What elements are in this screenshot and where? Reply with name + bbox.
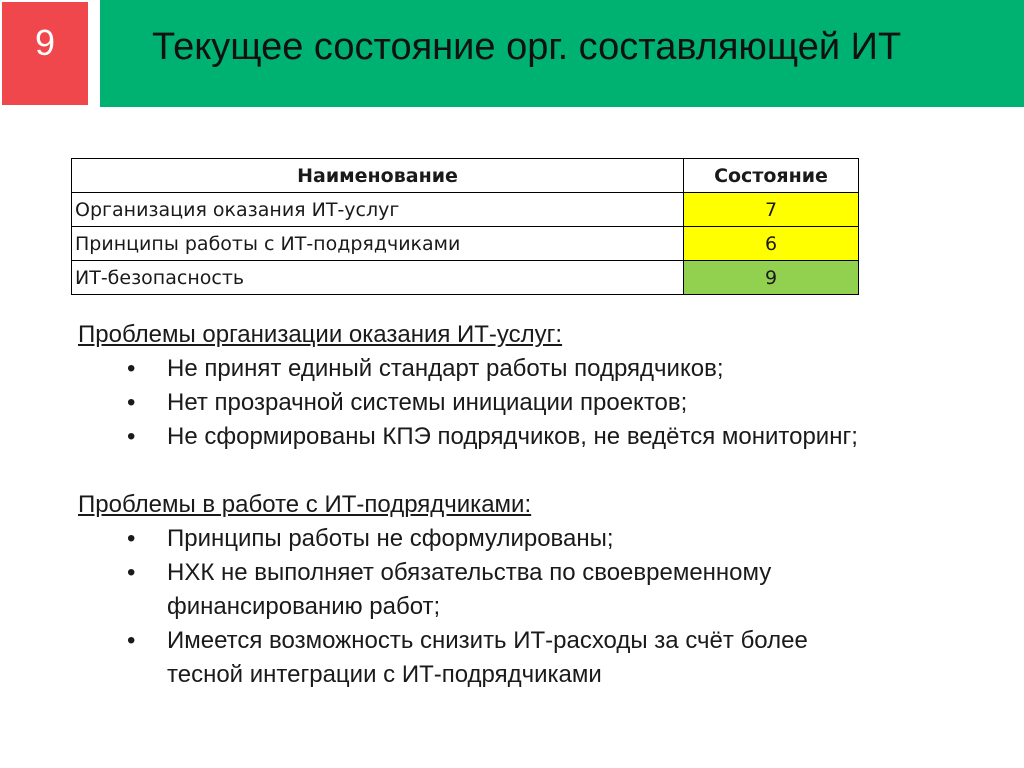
list-item: [78, 522, 867, 556]
list-item-text: Имеется возможность снизить ИТ-расходы за счёт более тесной интеграции с ИТ-подрядчиками: [167, 627, 808, 688]
title-bar: [100, 0, 1024, 107]
section-spacer: [78, 454, 998, 488]
bullet-list: [78, 352, 998, 454]
row-name: Организация оказания ИТ-услуг: [72, 193, 684, 227]
bullet-icon: •: [127, 389, 136, 416]
list-item-text: Не сформированы КПЭ подрядчиков, не ведётся мониторинг;: [167, 423, 858, 450]
table-row: [72, 227, 859, 261]
slide-title: Текущее состояние орг. составляющей ИТ: [152, 26, 902, 68]
row-state: 9: [684, 261, 859, 295]
list-item: [78, 352, 867, 386]
slide-number-badge: [0, 0, 90, 107]
bullet-list: [78, 522, 998, 692]
list-item-text: Не принят единый стандарт работы подрядчиков;: [167, 355, 724, 382]
table-row: [72, 261, 859, 295]
slide-number: 9: [34, 22, 56, 63]
list-item: [78, 624, 867, 692]
status-table: [71, 158, 859, 295]
list-item-text: Нет прозрачной системы инициации проектов;: [167, 389, 688, 416]
table-row: [72, 193, 859, 227]
bullet-icon: •: [127, 355, 136, 382]
bullet-icon: •: [127, 423, 136, 450]
bullet-icon: •: [127, 627, 136, 654]
section-service-problems: [78, 318, 998, 454]
row-state: 7: [684, 193, 859, 227]
list-item: [78, 556, 867, 624]
section-heading: Проблемы организации оказания ИТ-услуг:: [78, 321, 563, 348]
row-name: ИТ-безопасность: [72, 261, 684, 295]
table-header-row: [72, 159, 859, 193]
row-name: Принципы работы с ИТ-подрядчиками: [72, 227, 684, 261]
list-item-text: Принципы работы не сформулированы;: [167, 525, 614, 552]
slide-content: [78, 318, 998, 692]
section-heading: Проблемы в работе с ИТ-подрядчиками:: [78, 491, 532, 518]
list-item: [78, 386, 867, 420]
column-header-name: Наименование: [72, 159, 684, 193]
list-item: [78, 420, 867, 454]
row-state: 6: [684, 227, 859, 261]
section-contractor-problems: [78, 488, 998, 692]
bullet-icon: •: [127, 525, 136, 552]
column-header-state: Состояние: [684, 159, 859, 193]
bullet-icon: •: [127, 559, 136, 586]
list-item-text: НХК не выполняет обязательства по своевременному финансированию работ;: [167, 559, 772, 620]
